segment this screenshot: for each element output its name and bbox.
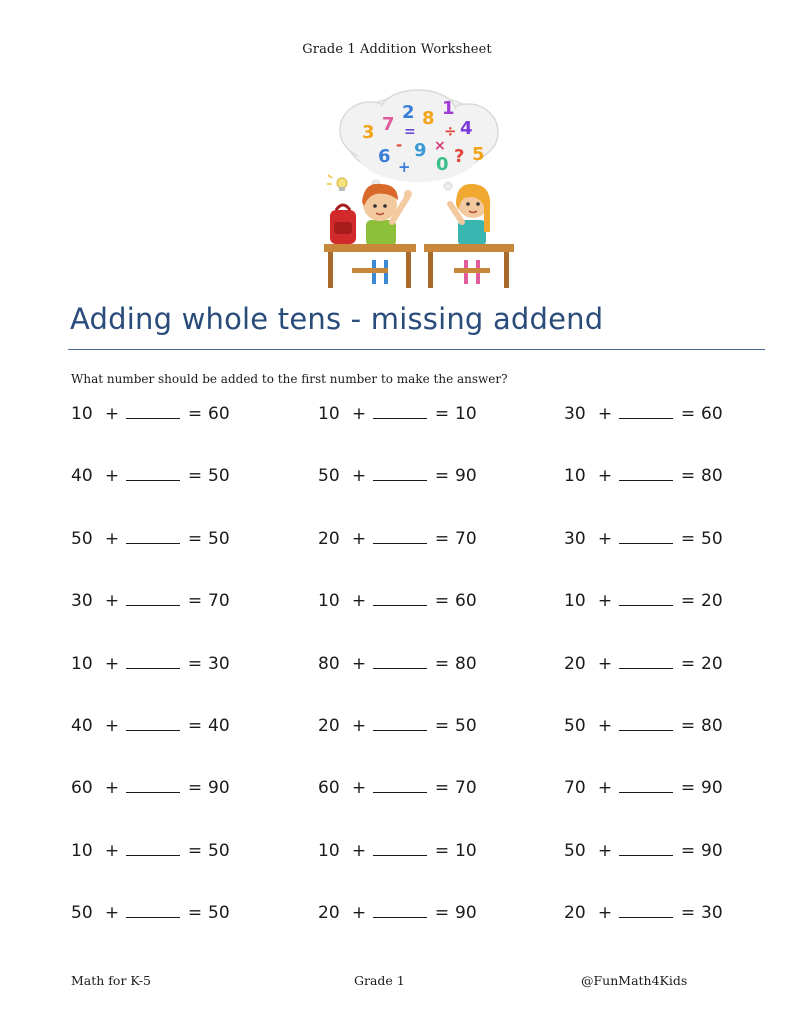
missing-addend-blank[interactable] <box>373 595 427 606</box>
problem-item <box>564 778 731 798</box>
equals-sign: = <box>187 840 203 861</box>
first-addend: 20 <box>318 528 340 549</box>
plus-sign: + <box>104 404 120 424</box>
equals-sign: = <box>680 528 696 549</box>
problem-item <box>564 716 731 736</box>
sum-value: 30 <box>208 653 230 674</box>
symbol-0: 0 <box>436 154 449 175</box>
equals-sign: = <box>680 591 696 612</box>
problem-item <box>71 591 238 611</box>
missing-addend-blank[interactable] <box>126 533 180 544</box>
sum-value: 50 <box>208 528 230 549</box>
plus-sign: + <box>351 404 367 424</box>
first-addend: 10 <box>564 466 586 487</box>
equals-sign: = <box>680 404 696 424</box>
first-addend: 10 <box>71 404 93 424</box>
plus-sign: + <box>597 778 613 799</box>
equals-sign: = <box>680 653 696 674</box>
equals-sign: = <box>680 903 696 924</box>
problem-item <box>564 404 731 424</box>
plus-sign: + <box>351 840 367 861</box>
equals-sign: = <box>434 653 450 674</box>
symbol-3: 3 <box>362 122 375 143</box>
problem-item <box>318 903 485 923</box>
missing-addend-blank[interactable] <box>126 658 180 669</box>
missing-addend-blank[interactable] <box>373 720 427 731</box>
problem-item <box>71 404 238 424</box>
equals-sign: = <box>434 528 450 549</box>
first-addend: 80 <box>318 653 340 674</box>
plus-sign: + <box>597 653 613 674</box>
problem-item <box>71 716 238 736</box>
problem-item <box>71 654 238 674</box>
equals-sign: = <box>434 404 450 424</box>
plus-sign: + <box>351 591 367 612</box>
symbol-minus: - <box>396 136 403 154</box>
footer-left: Math for K-5 <box>71 973 152 988</box>
plus-sign: + <box>351 653 367 674</box>
symbol-1: 1 <box>442 98 455 119</box>
sum-value: 70 <box>455 528 477 549</box>
plus-sign: + <box>597 404 613 424</box>
plus-sign: + <box>104 591 120 612</box>
equals-sign: = <box>434 840 450 861</box>
problem-item <box>71 778 238 798</box>
equals-sign: = <box>187 404 203 424</box>
symbol-8: 8 <box>422 108 435 129</box>
first-addend: 60 <box>71 778 93 799</box>
plus-sign: + <box>351 466 367 487</box>
first-addend: 50 <box>71 903 93 924</box>
missing-addend-blank[interactable] <box>619 658 673 669</box>
first-addend: 40 <box>71 466 93 487</box>
first-addend: 40 <box>71 716 93 736</box>
first-addend: 20 <box>318 903 340 924</box>
problem-item <box>71 903 238 923</box>
first-addend: 10 <box>318 840 340 861</box>
symbol-9: 9 <box>414 140 427 161</box>
missing-addend-blank[interactable] <box>373 907 427 918</box>
equals-sign: = <box>187 716 203 736</box>
sum-value: 90 <box>208 778 230 799</box>
plus-sign: + <box>351 528 367 549</box>
equals-sign: = <box>187 466 203 487</box>
missing-addend-blank[interactable] <box>619 470 673 481</box>
first-addend: 50 <box>71 528 93 549</box>
symbol-6: 6 <box>378 146 391 167</box>
problem-item <box>564 591 731 611</box>
first-addend: 60 <box>318 778 340 799</box>
plus-sign: + <box>104 778 120 799</box>
sum-value: 90 <box>455 903 477 924</box>
sum-value: 50 <box>701 528 723 549</box>
plus-sign: + <box>104 903 120 924</box>
problem-item <box>71 841 238 861</box>
first-addend: 20 <box>564 903 586 924</box>
equals-sign: = <box>434 466 450 487</box>
sum-value: 80 <box>455 653 477 674</box>
plus-sign: + <box>104 653 120 674</box>
missing-addend-blank[interactable] <box>126 720 180 731</box>
first-addend: 30 <box>564 528 586 549</box>
footer-right: @FunMath4Kids <box>581 973 688 988</box>
plus-sign: + <box>351 778 367 799</box>
plus-sign: + <box>597 591 613 612</box>
worksheet-header: Grade 1 Addition Worksheet <box>302 42 492 57</box>
symbol-question: ? <box>454 146 465 167</box>
missing-addend-blank[interactable] <box>619 533 673 544</box>
problem-item <box>318 654 485 674</box>
symbol-4: 4 <box>460 118 473 139</box>
equals-sign: = <box>187 528 203 549</box>
sum-value: 40 <box>208 716 230 736</box>
sum-value: 70 <box>208 591 230 612</box>
problem-item <box>564 903 731 923</box>
sum-value: 50 <box>208 903 230 924</box>
equals-sign: = <box>434 716 450 736</box>
equals-sign: = <box>434 591 450 612</box>
problem-item <box>318 466 485 486</box>
first-addend: 50 <box>318 466 340 487</box>
equals-sign: = <box>187 591 203 612</box>
first-addend: 20 <box>564 653 586 674</box>
plus-sign: + <box>597 528 613 549</box>
missing-addend-blank[interactable] <box>619 782 673 793</box>
sum-value: 10 <box>455 404 477 424</box>
equals-sign: = <box>187 653 203 674</box>
worksheet-instruction: What number should be added to the first number to make the answer? <box>71 372 508 386</box>
missing-addend-blank[interactable] <box>126 595 180 606</box>
first-addend: 50 <box>564 840 586 861</box>
first-addend: 50 <box>564 716 586 736</box>
missing-addend-blank[interactable] <box>373 845 427 856</box>
problem-item <box>318 716 485 736</box>
missing-addend-blank[interactable] <box>126 782 180 793</box>
first-addend: 20 <box>318 716 340 736</box>
missing-addend-blank[interactable] <box>373 408 427 419</box>
sum-value: 60 <box>208 404 230 424</box>
missing-addend-blank[interactable] <box>619 907 673 918</box>
sum-value: 50 <box>208 840 230 861</box>
worksheet-title: Adding whole tens - missing addend <box>70 302 604 336</box>
missing-addend-blank[interactable] <box>373 533 427 544</box>
symbol-2: 2 <box>402 102 415 123</box>
first-addend: 10 <box>71 653 93 674</box>
symbol-7: 7 <box>382 114 395 135</box>
equals-sign: = <box>434 903 450 924</box>
equals-sign: = <box>680 840 696 861</box>
problem-item <box>318 841 485 861</box>
missing-addend-blank[interactable] <box>126 408 180 419</box>
problem-item <box>71 529 238 549</box>
sum-value: 60 <box>455 591 477 612</box>
problem-item <box>71 466 238 486</box>
footer-center: Grade 1 <box>354 973 405 988</box>
equals-sign: = <box>434 778 450 799</box>
plus-sign: + <box>597 840 613 861</box>
sum-value: 30 <box>701 903 723 924</box>
plus-sign: + <box>104 466 120 487</box>
sum-value: 20 <box>701 653 723 674</box>
symbol-divide: ÷ <box>444 122 457 140</box>
sum-value: 50 <box>208 466 230 487</box>
plus-sign: + <box>104 716 120 736</box>
sum-value: 90 <box>701 778 723 799</box>
sum-value: 10 <box>455 840 477 861</box>
plus-sign: + <box>351 716 367 736</box>
missing-addend-blank[interactable] <box>619 408 673 419</box>
first-addend: 10 <box>564 591 586 612</box>
sum-value: 50 <box>455 716 477 736</box>
problem-item <box>564 529 731 549</box>
sum-value: 60 <box>701 404 723 424</box>
plus-sign: + <box>351 903 367 924</box>
missing-addend-blank[interactable] <box>373 470 427 481</box>
missing-addend-blank[interactable] <box>126 470 180 481</box>
missing-addend-blank[interactable] <box>373 658 427 669</box>
problem-item <box>318 404 485 424</box>
missing-addend-blank[interactable] <box>373 782 427 793</box>
missing-addend-blank[interactable] <box>619 845 673 856</box>
sum-value: 90 <box>701 840 723 861</box>
first-addend: 30 <box>71 591 93 612</box>
plus-sign: + <box>597 716 613 736</box>
equals-sign: = <box>680 466 696 487</box>
sum-value: 80 <box>701 716 723 736</box>
missing-addend-blank[interactable] <box>126 845 180 856</box>
problem-item <box>564 654 731 674</box>
equals-sign: = <box>680 716 696 736</box>
problem-item <box>318 591 485 611</box>
first-addend: 30 <box>564 404 586 424</box>
first-addend: 70 <box>564 778 586 799</box>
plus-sign: + <box>104 528 120 549</box>
symbol-5: 5 <box>472 144 485 165</box>
plus-sign: + <box>597 466 613 487</box>
problem-item <box>564 466 731 486</box>
sum-value: 90 <box>455 466 477 487</box>
equals-sign: = <box>187 903 203 924</box>
sum-value: 20 <box>701 591 723 612</box>
problem-item <box>318 778 485 798</box>
problem-item <box>564 841 731 861</box>
symbol-plus: + <box>398 158 411 176</box>
first-addend: 10 <box>318 404 340 424</box>
missing-addend-blank[interactable] <box>126 907 180 918</box>
first-addend: 10 <box>71 840 93 861</box>
problem-item <box>318 529 485 549</box>
sum-value: 70 <box>455 778 477 799</box>
missing-addend-blank[interactable] <box>619 595 673 606</box>
equals-sign: = <box>187 778 203 799</box>
plus-sign: + <box>597 903 613 924</box>
first-addend: 10 <box>318 591 340 612</box>
plus-sign: + <box>104 840 120 861</box>
equals-sign: = <box>680 778 696 799</box>
symbol-times: × <box>434 138 446 154</box>
symbol-equals: = <box>404 124 416 140</box>
missing-addend-blank[interactable] <box>619 720 673 731</box>
sum-value: 80 <box>701 466 723 487</box>
